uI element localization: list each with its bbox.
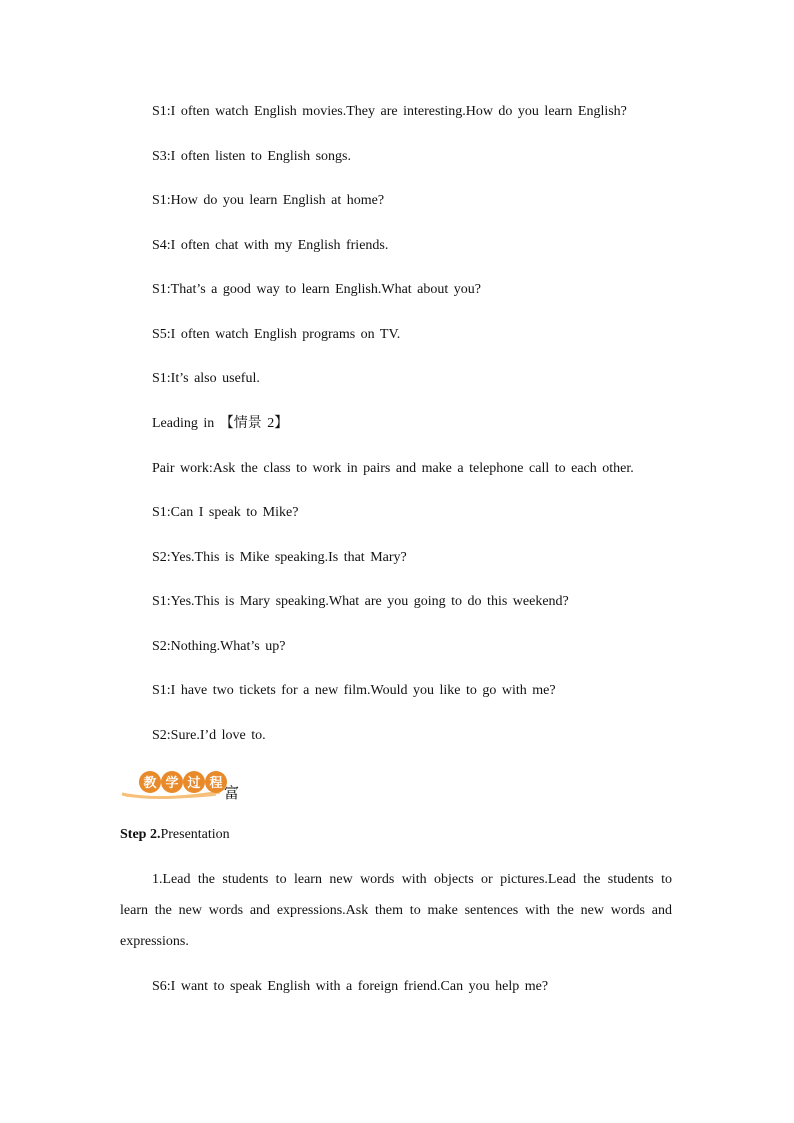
dialogue-line: S1:It’s also useful. xyxy=(152,371,260,386)
banner-char: 学 xyxy=(165,776,179,791)
dialogue-line: S1:I have two tickets for a new film.Would you like to go with me? xyxy=(152,683,556,698)
instruction-paragraph: 1.Lead the students to learn new words with objects or pictures.Lead the students to learn the new words and expressions.Ask them to make sentences with the new words and expressions. xyxy=(120,872,672,949)
banner-suffix: 富 xyxy=(224,784,240,802)
dialogue-line: S2:Sure.I’d love to. xyxy=(152,728,266,743)
step-number: Step 2. xyxy=(120,827,161,842)
step-heading xyxy=(120,826,230,844)
dialogue-line: S1:How do you learn English at home? xyxy=(152,193,385,208)
banner-char: 过 xyxy=(187,776,201,791)
section-label-leading-in: Leading in 【情景 2】 xyxy=(152,416,289,431)
dialogue-line: S2:Nothing.What’s up? xyxy=(152,639,286,654)
dialogue-line: S1:Can I speak to Mike? xyxy=(152,505,299,520)
dialogue-line: S4:I often chat with my English friends. xyxy=(152,238,389,253)
dialogue-line: S1:Yes.This is Mary speaking.What are you going to do this weekend? xyxy=(152,594,569,609)
dialogue-line: S6:I want to speak English with a foreign friend.Can you help me? xyxy=(152,979,549,994)
banner-char: 教 xyxy=(143,776,157,791)
dialogue-line: S1:That’s a good way to learn English.What about you? xyxy=(152,282,481,297)
dialogue-line: S5:I often watch English programs on TV. xyxy=(152,327,401,342)
dialogue-line: S1:I often watch English movies.They are interesting.How do you learn English? xyxy=(152,104,627,119)
dialogue-line: S2:Yes.This is Mike speaking.Is that Mary? xyxy=(152,550,407,565)
teaching-process-banner xyxy=(120,768,260,802)
step-title: Presentation xyxy=(160,827,230,842)
dialogue-line: S3:I often listen to English songs. xyxy=(152,149,351,164)
instruction-line: Pair work:Ask the class to work in pairs and make a telephone call to each other. xyxy=(152,461,634,476)
banner-char: 程 xyxy=(209,776,223,791)
